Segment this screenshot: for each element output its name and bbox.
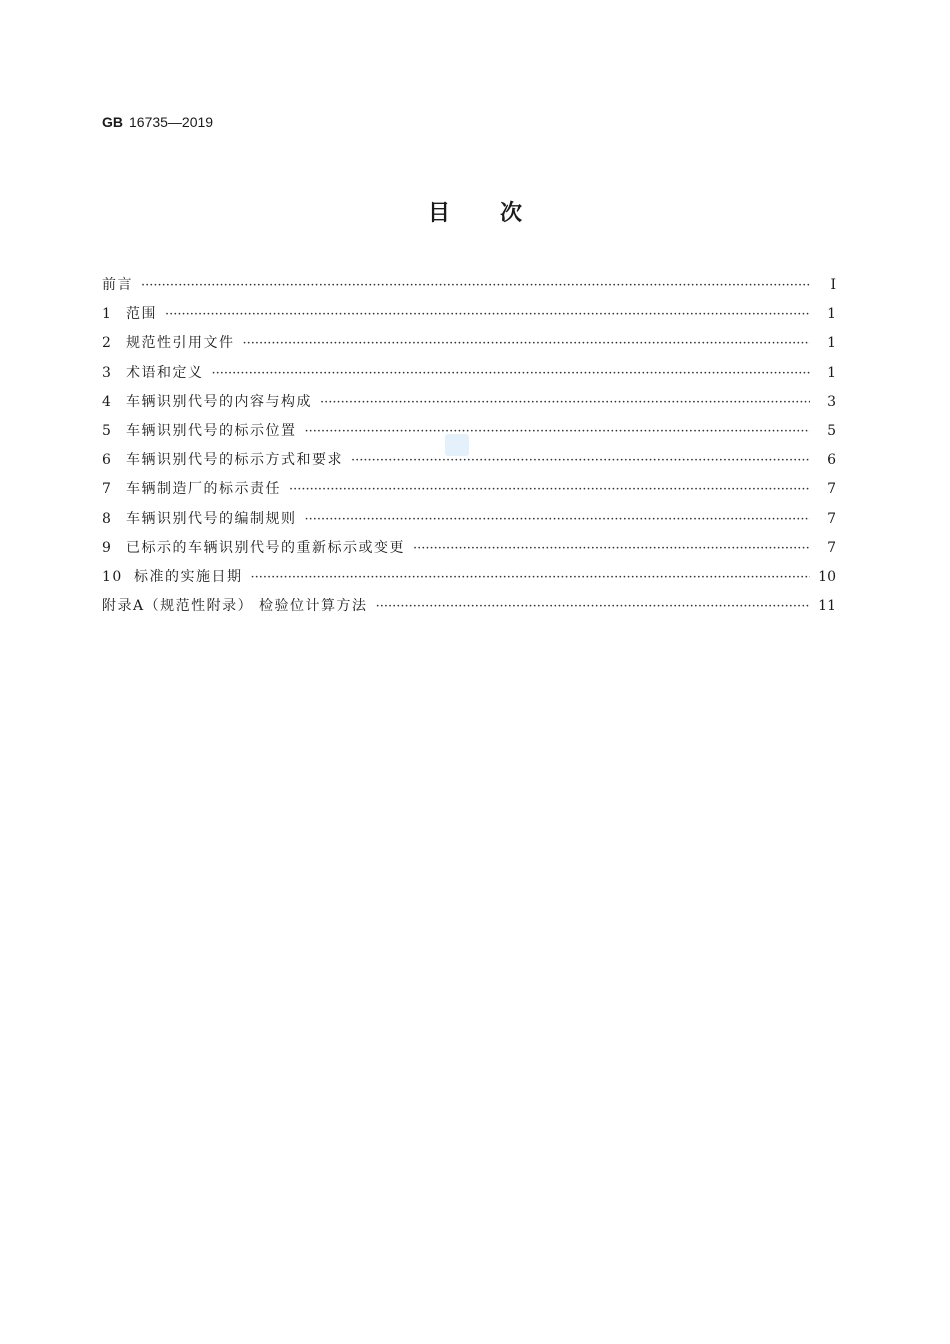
leader-dots xyxy=(376,599,810,614)
toc-entry-label: 车辆制造厂的标示责任 xyxy=(126,481,281,498)
toc-entry-label: 车辆识别代号的标示位置 xyxy=(126,422,297,439)
toc-entry-label: 车辆识别代号的内容与构成 xyxy=(126,393,312,410)
toc-entry-6[interactable] xyxy=(102,449,836,478)
page-title: 目次 xyxy=(427,201,572,226)
toc-entry-number: 9 xyxy=(102,539,113,556)
toc-entry-number: 2 xyxy=(102,335,113,352)
leader-dots xyxy=(351,453,810,468)
toc-entry-7[interactable] xyxy=(102,478,836,507)
toc-entry-number: 6 xyxy=(102,452,113,469)
standard-code: 16735—2019 xyxy=(129,114,214,130)
toc-entry-3[interactable] xyxy=(102,362,836,391)
toc-entry-page: 11 xyxy=(818,598,836,615)
leader-dots xyxy=(320,395,810,410)
toc-entry-page: 1 xyxy=(827,335,836,352)
toc-entry-page: 1 xyxy=(827,306,836,323)
leader-dots xyxy=(212,366,811,381)
toc-entry-number: 5 xyxy=(102,422,113,439)
toc-entry-10[interactable] xyxy=(102,566,836,595)
toc-entry-label: 标准的实施日期 xyxy=(134,568,243,585)
toc-entry-label: 车辆识别代号的标示方式和要求 xyxy=(126,452,343,469)
toc-entry-4[interactable] xyxy=(102,391,836,420)
table-of-contents xyxy=(102,274,836,624)
toc-entry-8[interactable] xyxy=(102,508,836,537)
toc-entry-label: 规范性引用文件 xyxy=(126,335,235,352)
toc-entry-number: 8 xyxy=(102,510,113,527)
toc-entry-number: 4 xyxy=(102,393,113,410)
toc-entry-number: 3 xyxy=(102,364,113,381)
toc-entry-page: 7 xyxy=(827,481,836,498)
toc-entry-label: 车辆识别代号的编制规则 xyxy=(126,510,297,527)
leader-dots xyxy=(413,541,810,556)
standard-prefix: GB xyxy=(102,114,123,130)
toc-entry-label: 已标示的车辆识别代号的重新标示或变更 xyxy=(126,539,405,556)
leader-dots xyxy=(289,482,810,497)
toc-entry-label: 附录A（规范性附录） 检验位计算方法 xyxy=(102,598,368,615)
leader-dots xyxy=(141,278,810,293)
toc-entry-page: 1 xyxy=(827,364,836,381)
toc-entry-foreword[interactable] xyxy=(102,274,836,303)
toc-entry-label: 术语和定义 xyxy=(126,364,204,381)
toc-entry-number: 7 xyxy=(102,481,113,498)
toc-entry-page: Ⅰ xyxy=(830,277,836,293)
toc-entry-label: 范围 xyxy=(126,306,157,323)
toc-entry-1[interactable] xyxy=(102,303,836,332)
toc-entry-5[interactable] xyxy=(102,420,836,449)
toc-entry-page: 6 xyxy=(827,452,836,469)
toc-entry-page: 7 xyxy=(827,510,836,527)
leader-dots xyxy=(243,336,811,351)
leader-dots xyxy=(251,570,811,585)
toc-entry-page: 10 xyxy=(818,568,836,585)
leader-dots xyxy=(305,424,811,439)
toc-entry-page: 5 xyxy=(827,422,836,439)
toc-entry-number: 10 xyxy=(102,568,123,585)
toc-entry-number: 1 xyxy=(102,306,113,323)
toc-entry-9[interactable] xyxy=(102,537,836,566)
leader-dots xyxy=(305,512,811,527)
toc-entry-page: 7 xyxy=(827,539,836,556)
toc-entry-page: 3 xyxy=(827,393,836,410)
toc-entry-2[interactable] xyxy=(102,332,836,361)
standard-number xyxy=(102,114,213,130)
toc-entry-annex-a[interactable] xyxy=(102,595,836,624)
toc-entry-label: 前言 xyxy=(102,277,133,293)
leader-dots xyxy=(165,307,810,322)
